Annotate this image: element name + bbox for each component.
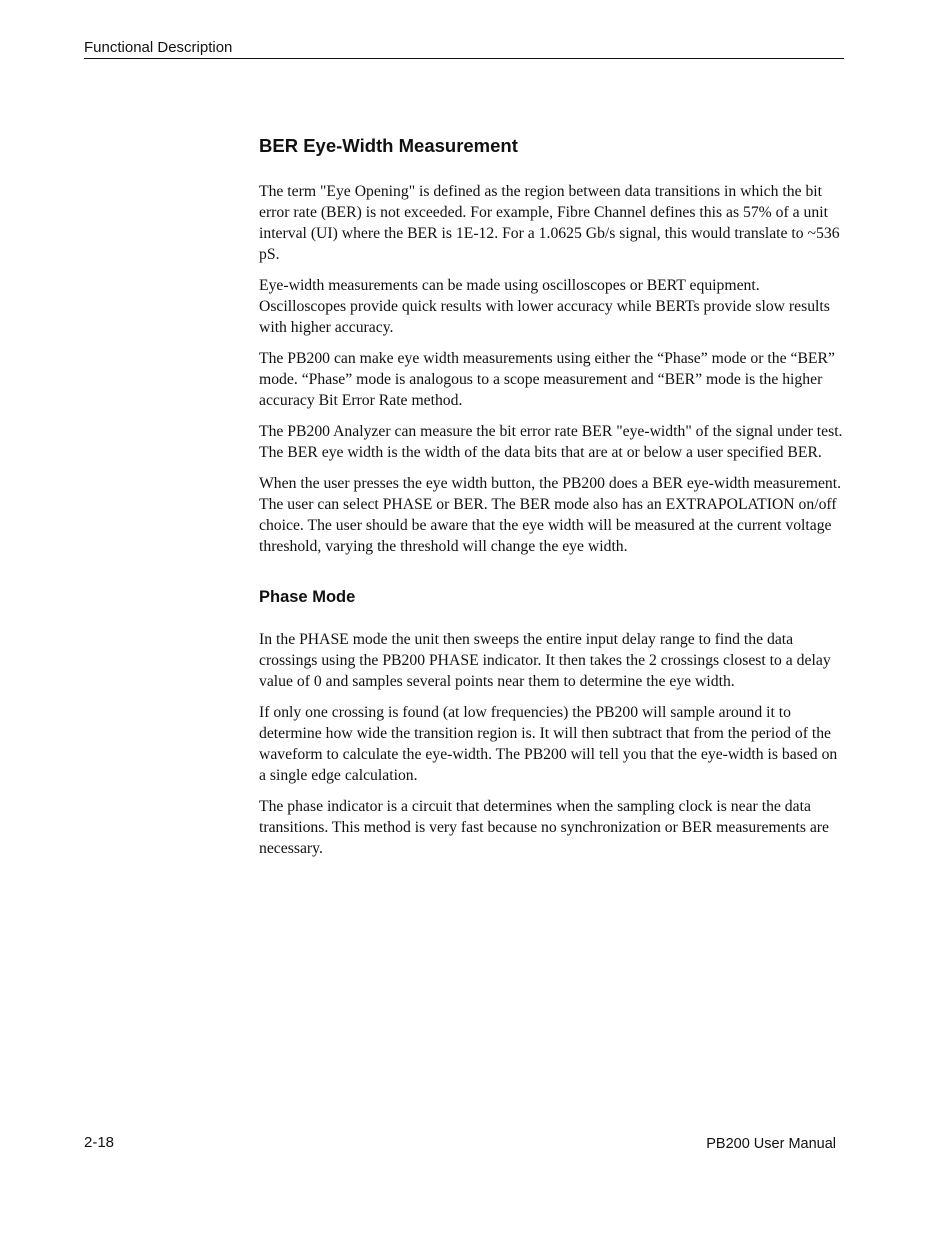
section-paragraph-3: The PB200 can make eye width measurements using either the “Phase” mode or the “BER” mode. “Phase” mode is analogous to a scope measurement and “BER” mode is the higher accuracy Bit Error Rate method.: [259, 350, 835, 409]
subsection-title: Phase Mode: [259, 588, 356, 606]
section-paragraph-2: Eye-width measurements can be made using oscilloscopes or BERT equipment. Oscilloscopes provide quick results with lower accuracy while BERTs provide slow results with higher accuracy.: [259, 277, 830, 336]
main-content: [259, 134, 844, 869]
section-title: BER Eye-Width Measurement: [259, 135, 518, 156]
subsection-paragraph-3: The phase indicator is a circuit that determines when the sampling clock is near the data transitions. This method is very fast because no synchronization or BER measurements are necessary.: [259, 798, 829, 857]
manual-title: PB200 User Manual: [706, 1136, 836, 1152]
section-paragraph-4: The PB200 Analyzer can measure the bit error rate BER "eye-width" of the signal under test. The BER eye width is the width of the data bits that are at or below a user specified BER.: [259, 423, 843, 461]
page-number: 2-18: [84, 1134, 115, 1151]
section-paragraph-5: When the user presses the eye width button, the PB200 does a BER eye-width measurement. The user can select PHASE or BER. The BER mode also has an EXTRAPOLATION on/off choice. The user should be aware that the eye width will be measured at the current voltage threshold, varying the threshold will change the eye width.: [259, 475, 842, 555]
running-head: Functional Description: [84, 38, 844, 59]
section-paragraph-1: The term "Eye Opening" is defined as the region between data transitions in which the bit error rate (BER) is not exceeded. For example, Fibre Channel defines this as 57% of a unit interval (UI) where the BER is 1E-12. For a 1.0625 Gb/s signal, this would translate to ~536 pS.: [259, 183, 840, 263]
subsection-paragraph-1: In the PHASE mode the unit then sweeps the entire input delay range to find the data crossings using the PB200 PHASE indicator. It then takes the 2 crossings closest to a delay value of 0 and samples several points near them to determine the eye width.: [259, 631, 831, 690]
subsection-paragraph-2: If only one crossing is found (at low frequencies) the PB200 will sample around it to determine how wide the transition region is. It will then subtract that from the period of the waveform to calculate the eye-width. The PB200 will tell you that the eye-width is based on a single edge calculation.: [259, 704, 838, 784]
